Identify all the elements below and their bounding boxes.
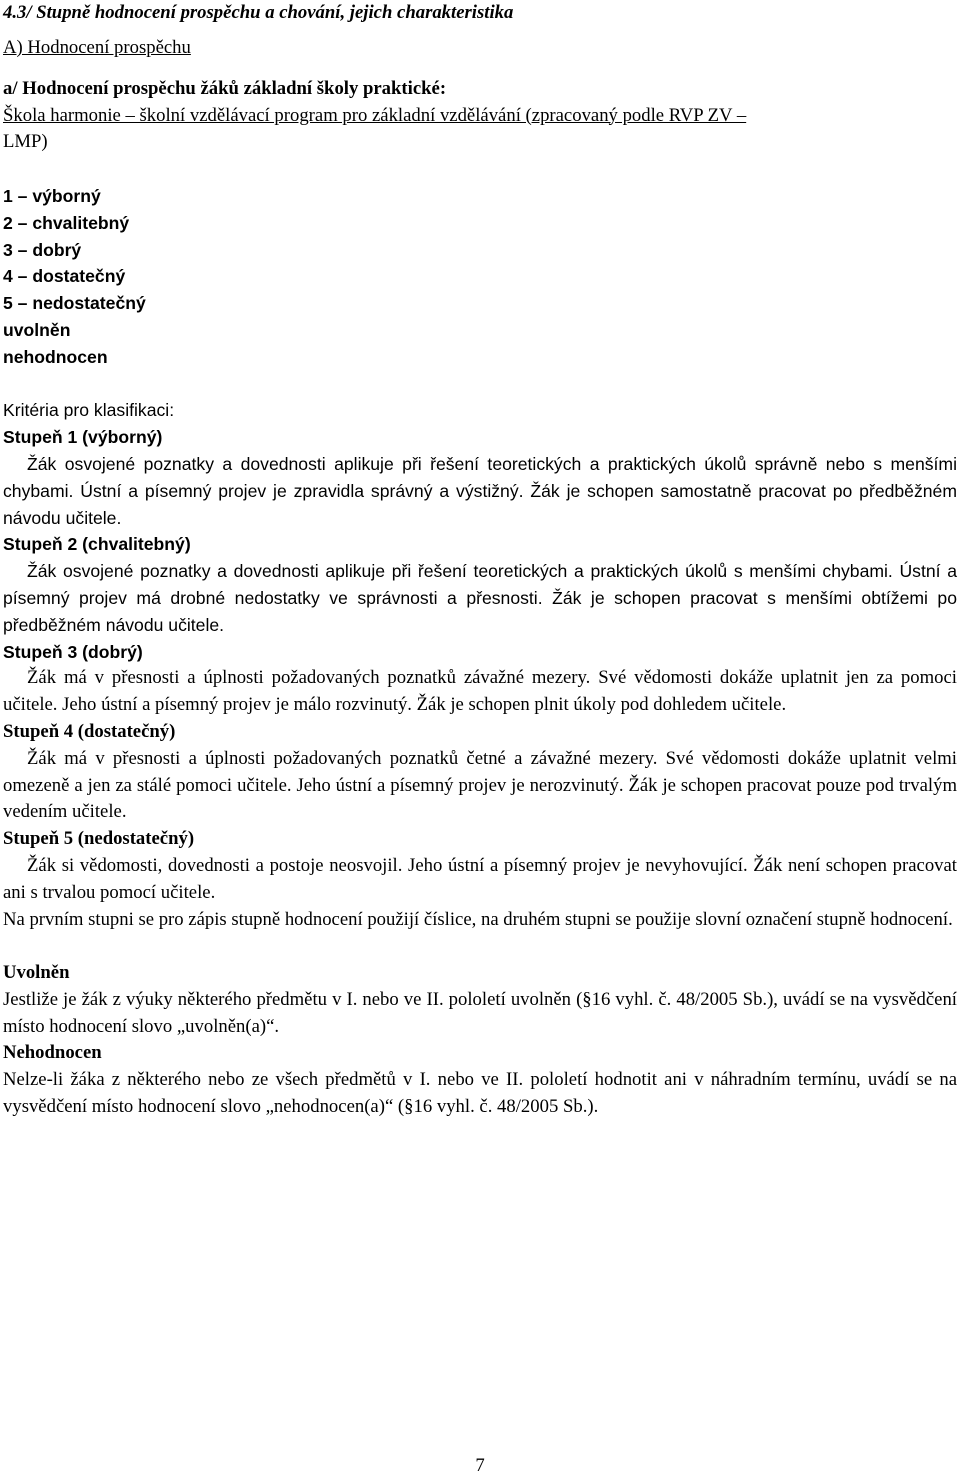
level-4-section [3,719,957,826]
document-page [3,0,957,1121]
section-a-heading: A) Hodnocení prospěchu [3,37,191,58]
spacer [3,933,957,960]
criteria-section [3,397,957,531]
criteria-label: Kritéria pro klasifikaci: [3,400,175,421]
level-text: Žák si vědomosti, dovednosti a postoje neosvojil. Jeho ústní a písemný projev je nevyhovující. Žák není schopen pracovat ani s trvalou pomocí učitele. [3,854,957,903]
chapter-heading: 4.3/ Stupně hodnocení prospěchu a chování, jejich charakteristika [3,2,514,23]
level-title: Stupeň 5 (nedostatečný) [3,828,195,850]
subsection-heading: a/ Hodnocení prospěchu žáků základní školy praktické: [3,77,447,99]
grading-note: Na prvním stupni se pro zápis stupně hodnocení použijí číslice, na druhém stupni se použije slovní označení stupně hodnocení. [3,908,953,930]
grade-item: 5 – nedostatečný [3,293,146,314]
grade-item: 2 – chvalitebný [3,212,130,233]
level-2-section [3,531,957,638]
level-text: Žák má v přesnosti a úplnosti požadovaných poznatků závažné mezery. Své vědomosti dokáže uplatnit jen za pomoci učitele. Jeho ústní a písemný projev je málo rozvinutý. Žák je schopen plnit úkoly pod dohledem učitele. [3,667,957,716]
level-text: Žák má v přesnosti a úplnosti požadovaných poznatků četné a závažné mezery. Své vědomosti dokáže uplatnit velmi omezeně a jen za stálé pomoci učitele. Jeho ústní a písemný projev je nerozvinutý. Žák je schopen pracovat pouze pod trvalým vedením učitele. [3,747,957,823]
program-line-2: LMP) [3,131,48,153]
page-number: 7 [475,1455,485,1476]
level-text: Žák osvojené poznatky a dovednosti aplikuje při řešení teoretických a praktických úkolů správně nebo s menšími chybami. Ústní a písemný projev je zpravidla správný a výstižný. Žák je schopen samostatně pracovat po předběžném návodu učitele. [3,453,957,528]
spacer [3,156,957,183]
level-title: Stupeň 1 (výborný) [3,427,163,448]
grade-list [3,183,957,371]
grade-item: 4 – dostatečný [3,266,126,287]
level-text: Žák osvojené poznatky a dovednosti aplikuje při řešení teoretických a praktických úkolů s menšími chybami. Ústní a písemný projev má drobné nedostatky ve správnosti a přesnosti. Žák je schopen pracovat s menšími obtížemi po předběžném návodu učitele. [3,561,957,635]
level-title: Stupeň 3 (dobrý) [3,641,143,662]
grade-item: nehodnocen [3,346,108,367]
spacer [3,62,957,76]
nehodnocen-text: Nelze-li žáka z některého nebo ze všech předmětů v I. nebo ve II. pololetí hodnotit ani v náhradním termínu, uvádí se na vysvědčení místo hodnocení slovo „nehodnocen(a)“ (§16 vyhl. č. 48/2005 Sb.). [3,1069,957,1118]
level-title: Stupeň 4 (dostatečný) [3,720,176,742]
uvolnen-title: Uvolněn [3,962,70,984]
grade-item: uvolněn [3,319,71,340]
grade-item: 1 – výborný [3,185,101,206]
level-title: Stupeň 2 (chvalitebný) [3,534,191,555]
nehodnocen-title: Nehodnocen [3,1042,102,1064]
uvolnen-text: Jestliže je žák z výuky některého předmětu v I. nebo ve II. pololetí uvolněn (§16 vyhl. č. 48/2005 Sb.), uvádí se na vysvědčení místo hodnocení slovo „uvolněn(a)“. [3,988,957,1037]
level-5-section [3,826,957,906]
spacer [3,371,957,398]
level-3-section [3,639,957,719]
grade-item: 3 – dobrý [3,239,82,260]
program-line-1: Škola harmonie – školní vzdělávací program pro základní vzdělávání (zpracovaný podle RVP ZV – [3,104,747,126]
